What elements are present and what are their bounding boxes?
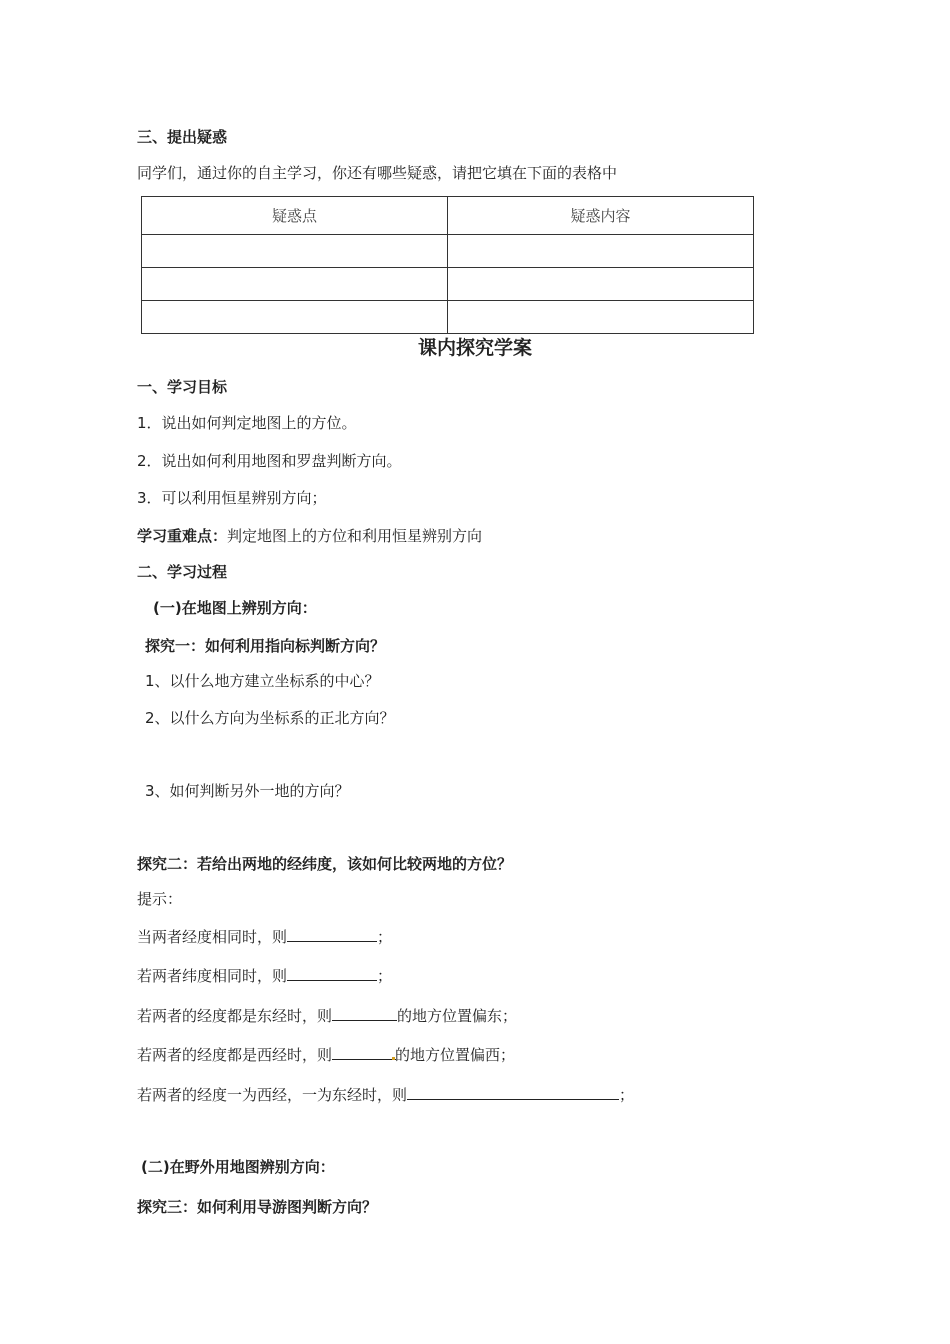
- explore1-heading: 探究一：如何利用指向标判断方向？: [145, 637, 386, 655]
- fill-line-text: 若两者的经度都是东经时，则: [137, 1007, 333, 1025]
- table-cell[interactable]: [142, 301, 448, 334]
- document-title: 课内探究学案: [417, 337, 532, 359]
- explore3-heading: 探究三：如何利用导游图判断方向？: [137, 1198, 378, 1216]
- hint-label: 提示：: [137, 890, 183, 908]
- table-row: [142, 301, 754, 334]
- fill-line-text: 若两者的经度都是西经时，则: [137, 1046, 333, 1064]
- fill-line: [137, 1084, 634, 1105]
- fill-line: [137, 1044, 515, 1065]
- explore1-question: 2、以什么方向为坐标系的正北方向？: [145, 709, 395, 727]
- fill-line-text: 的地方位置偏东；: [397, 1007, 518, 1025]
- fill-line-text: 若两者纬度相同时，则: [137, 967, 288, 985]
- answer-blank[interactable]: [332, 1044, 396, 1060]
- goal-item: 2．说出如何利用地图和罗盘判断方向。: [137, 452, 402, 470]
- key-points-label: 学习重难点：: [137, 527, 228, 545]
- explore1-question: 3、如何判断另外一地的方向？: [145, 782, 350, 800]
- table-row: [142, 235, 754, 268]
- table-cell[interactable]: [142, 235, 448, 268]
- part2-heading: (二)在野外用地图辨别方向：: [141, 1158, 335, 1176]
- section-heading-goals: 一、学习目标: [137, 378, 228, 396]
- section-heading-questions: 三、提出疑惑: [137, 128, 228, 146]
- explore2-heading: 探究二：若给出两地的经纬度，该如何比较两地的方位？: [137, 855, 513, 873]
- answer-blank[interactable]: [287, 926, 377, 942]
- fill-line-text: ；: [377, 928, 393, 946]
- fill-line-text: 的地方位置偏西；: [395, 1046, 516, 1064]
- fill-line-text: ；: [619, 1086, 635, 1104]
- questions-intro: 同学们，通过你的自主学习，你还有哪些疑惑，请把它填在下面的表格中: [137, 164, 618, 182]
- goal-item: 1．说出如何判定地图上的方位。: [137, 414, 357, 432]
- table-header-doubt-point: 疑惑点: [142, 197, 448, 235]
- table-cell[interactable]: [448, 235, 754, 268]
- table-cell[interactable]: [448, 268, 754, 301]
- table-header-row: [142, 197, 754, 235]
- fill-line-text: 当两者经度相同时，则: [137, 928, 288, 946]
- fill-line: [137, 965, 392, 986]
- explore1-question: 1、以什么地方建立坐标系的中心？: [145, 672, 380, 690]
- doubt-table: [141, 196, 754, 334]
- fill-line-text: 若两者的经度一为西经，一为东经时，则: [137, 1086, 408, 1104]
- answer-blank[interactable]: [332, 1005, 397, 1021]
- answer-blank[interactable]: [287, 965, 377, 981]
- table-cell[interactable]: [142, 268, 448, 301]
- fill-line-text: ；: [377, 967, 393, 985]
- key-points: [137, 526, 482, 546]
- goal-item: 3．可以利用恒星辨别方向；: [137, 489, 327, 507]
- table-row: [142, 268, 754, 301]
- answer-blank[interactable]: [407, 1084, 619, 1100]
- key-points-text: 判定地图上的方位和利用恒星辨别方向: [227, 527, 483, 545]
- part1-heading: (一)在地图上辨别方向：: [153, 599, 317, 617]
- fill-line: [137, 1005, 517, 1026]
- table-header-doubt-content: 疑惑内容: [448, 197, 754, 235]
- fill-line: [137, 926, 392, 947]
- table-cell[interactable]: [448, 301, 754, 334]
- section-heading-process: 二、学习过程: [137, 563, 228, 581]
